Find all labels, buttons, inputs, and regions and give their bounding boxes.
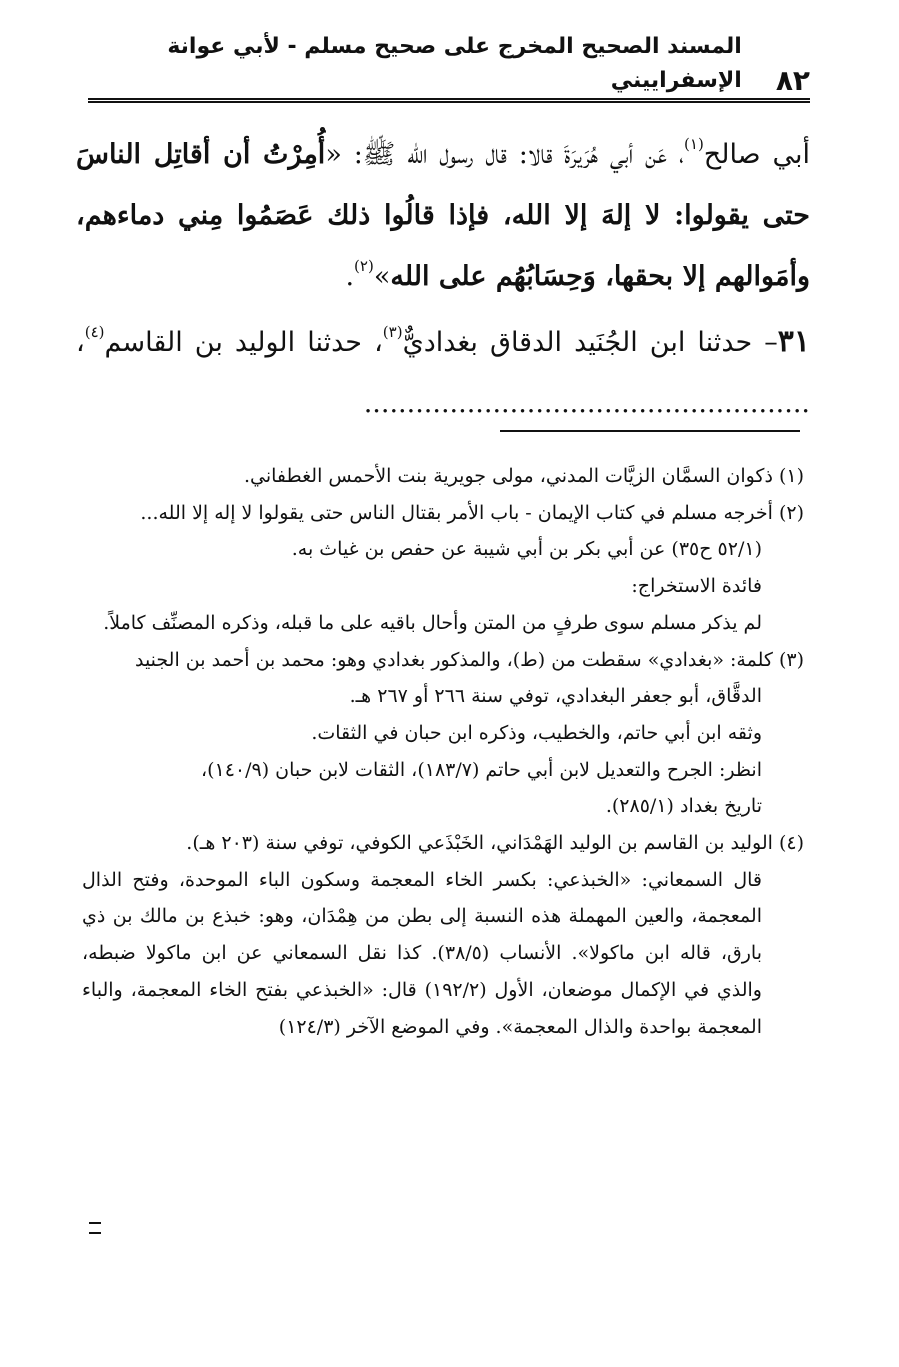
footnote-text: الوليد بن القاسم بن الوليد الهَمْدَاني، الخَبْذَعي الكوفي، توفي سنة (٢٠٣ هـ). <box>186 832 773 855</box>
footnote-3-line4: انظر: الجرح والتعديل لابن أبي حاتم (١٨٣/٧)، الثقات لابن حبان (١٤٠/٩)، <box>200 758 762 781</box>
main-text <box>76 124 810 434</box>
isnad-text-2: ، حدثنا الوليد بن القاسم <box>104 327 383 358</box>
footnote-text: أخرجه مسلم في كتاب الإيمان - باب الأمر بقتال الناس حتى يقولوا لا إله إلا الله... <box>140 501 773 524</box>
footnote-2-label: فائدة الاستخراج: <box>631 575 762 598</box>
footnote-ref-4: (٤) <box>84 323 105 341</box>
close-quote: » <box>373 261 391 292</box>
footnote-3 <box>82 642 804 679</box>
period: . <box>345 261 355 292</box>
footnote-ref-1: (١) <box>684 135 704 153</box>
footnote-3-cont: الدقَّاق، أبو جعفر البغدادي، توفي سنة ٢٦٦ أو ٢٦٧ هـ. <box>349 685 762 708</box>
isnad-paragraph <box>76 311 810 434</box>
footnote-number: (٤) <box>778 832 804 855</box>
footnote-2-note: لم يذكر مسلم سوى طرفٍ من المتن وأحال باقيه على ما قبله، وذكره المصنِّف كاملاً. <box>103 611 762 634</box>
isnad-text-1: – حدثنا ابن الجُنَيد الدقاق بغداديٌّ <box>402 327 778 358</box>
footnote-number: (١) <box>778 465 804 487</box>
hadith-paragraph <box>76 124 810 307</box>
page-number: ٨٢ <box>775 64 810 97</box>
footnote-4 <box>82 825 804 862</box>
footnote-number: (٣) <box>778 648 804 671</box>
footnote-2 <box>82 495 804 532</box>
footnote-separator <box>500 430 800 432</box>
running-title: المسند الصحيح المخرج على صحيح مسلم - لأبي عوانة الإسفراييني <box>167 34 742 93</box>
footnote-ref-3: (٣) <box>382 323 403 341</box>
footnote-text: كلمة: «بغدادي» سقطت من (ط)، والمذكور بغدادي وهو: محمد بن أحمد بن الجنيد <box>134 648 773 671</box>
footnote-3-line5: تاريخ بغداد (٢٨٥/١). <box>605 795 762 818</box>
footnote-1 <box>82 458 804 495</box>
continuation-mark <box>89 1222 101 1234</box>
page-header <box>88 34 810 103</box>
hadith-matn: أُمِرْتُ أن أقاتِل الناسَ حتى يقولوا: لا إلهَ إلا الله، فإذا قالُوا ذلك عَصَمُوا مِني دماءهم، وأمَوالهم إلا بحقها، وَحِسَابُهُم على الله <box>76 139 810 292</box>
footnote-number: (٢) <box>778 501 804 524</box>
chain-text: ، عَن أبي هُرَيرَةَ قالا: قال رسول الله ﷺ: « <box>325 139 685 170</box>
footnote-3-line3: وثقه ابن أبي حاتم، والخطيب، وذكره ابن حبان في الثقات. <box>311 721 762 744</box>
narrator-text: أبي صالح <box>703 139 810 170</box>
footnote-text: ذكوان السمَّان الزيَّات المدني، مولى جويرية بنت الأحمس الغطفاني. <box>243 465 773 487</box>
hadith-number: ٣١ <box>777 324 810 359</box>
footnote-4-body: قال السمعاني: «الخبذعي: بكسر الخاء المعجمة وسكون الباء الموحدة، وفتح الذال المعجمة، والعين المهملة هذه النسبة إلى بطن من هِمْدَان، وهو: خبذع بن مالك بن ذي بارق، قاله ابن ماكولا». الأنساب (٣٨/٥). كذا نقل السمعاني عن ابن ماكولا ضبطه، والذي في الإكمال موضعان، الأول (١٩٢/٢) قال: «الخبذعي بفتح الخاء المعجمة، والباء المعجمة بواحدة والذال المعجمة». وفي الموضع الآخر (١٢٤/٣) <box>82 868 762 1038</box>
footnotes <box>82 458 804 1045</box>
continuation-dots: .................................................... <box>363 388 810 419</box>
comma: ، <box>76 327 85 358</box>
footnote-2-cont: (٥٢/١ ح٣٥) عن أبي بكر بن أبي شيبة عن حفص بن غياث به. <box>291 538 762 561</box>
footnote-ref-2: (٢) <box>354 257 374 275</box>
